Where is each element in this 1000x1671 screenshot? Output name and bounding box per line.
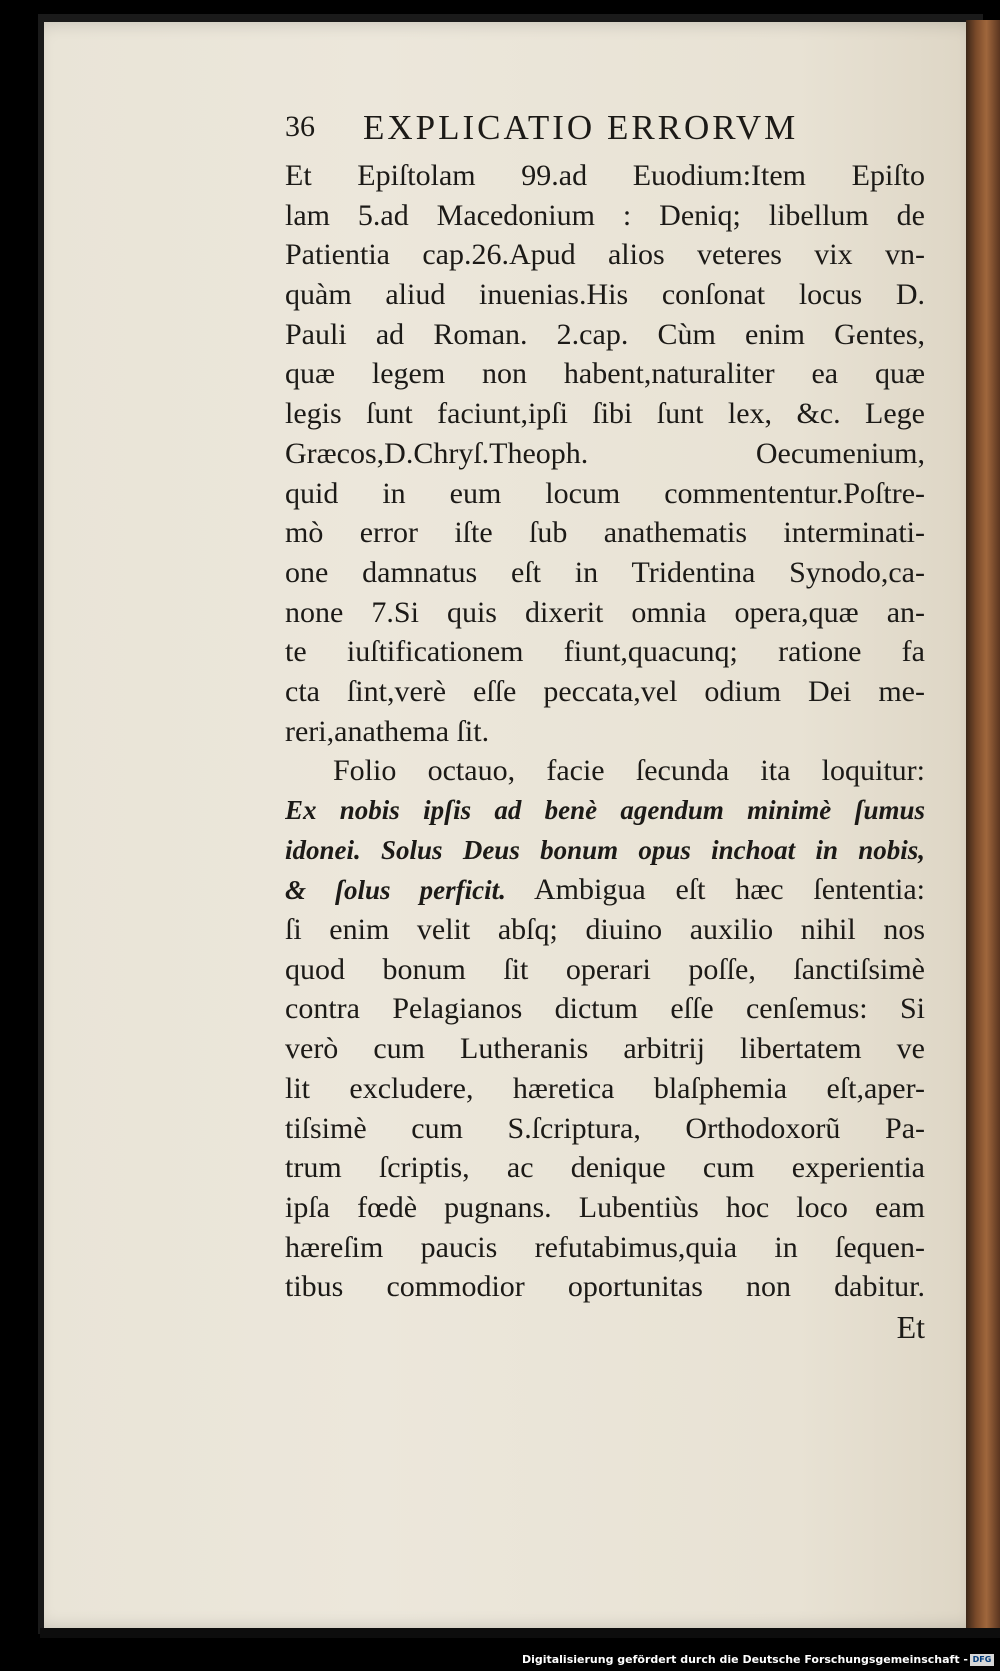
text-line: quæ legem non habent,naturaliter ea quæ bbox=[285, 357, 925, 391]
italic-quote-line: idonei. Solus Deus bonum opus inchoat in nobis, bbox=[285, 834, 925, 865]
text-line: mò error iſte ſub anathematis interminati- bbox=[285, 516, 925, 550]
page-number: 36 bbox=[285, 110, 315, 143]
text-line-continuation: Ambigua eſt hæc ſententia: bbox=[534, 873, 925, 907]
text-line bbox=[285, 870, 925, 910]
text-line: Pauli ad Roman. 2.cap. Cùm enim Gentes, bbox=[285, 317, 925, 351]
text-line: Græcos,D.Chryſ.Theoph. Oecumenium, bbox=[285, 436, 925, 470]
text-line: Et Epiſtolam 99.ad Euodium:Item Epiſto bbox=[285, 159, 925, 192]
text-line: quid in eum locum commententur.Poſtre- bbox=[285, 476, 925, 510]
text-line: ipſa fœdè pugnans. Lubentiùs hoc loco eam bbox=[285, 1190, 925, 1224]
dfg-logo-icon: DFG bbox=[970, 1654, 994, 1666]
italic-quote-end: & ſolus perficit. bbox=[285, 875, 506, 906]
text-line: quod bonum ſit operari poſſe, ſanctiſsimè bbox=[285, 952, 925, 986]
text-line: tiſsimè cum S.ſcriptura, Orthodoxorũ Pa- bbox=[285, 1111, 925, 1145]
text-line: tibus commodior oportunitas non dabitur. bbox=[285, 1270, 925, 1304]
text-line: te iuſtificationem fiunt,quacunq; ratione fa bbox=[285, 635, 925, 669]
book-edge bbox=[966, 20, 1000, 1632]
running-title: EXPLICATIO ERRORVM bbox=[363, 108, 799, 147]
text-line: lam 5.ad Macedonium : Deniq; libellum de bbox=[285, 198, 925, 232]
text-line: ſi enim velit abſq; diuino auxilio nihil nos bbox=[285, 913, 925, 947]
text-line: cta ſint,verè eſſe peccata,vel odium Dei me- bbox=[285, 674, 925, 708]
text-line: trum ſcriptis, ac denique cum experientia bbox=[285, 1151, 925, 1185]
text-line: legis ſunt faciunt,ipſi ſibi ſunt lex, &c. Lege bbox=[285, 397, 925, 431]
italic-quote-line: Ex nobis ipſis ad benè agendum minimè ſumus bbox=[285, 795, 925, 825]
catchword: Et bbox=[896, 1308, 925, 1345]
page-bottom-edge bbox=[40, 1628, 1000, 1638]
text-line: Folio octauo, facie ſecunda ita loquitur: bbox=[333, 754, 925, 788]
text-line: one damnatus eſt in Tridentina Synodo,ca- bbox=[285, 555, 925, 589]
text-line: none 7.Si quis dixerit omnia opera,quæ an- bbox=[285, 595, 925, 629]
digitization-credit: Digitalisierung gefördert durch die Deutsche Forschungsgemeinschaft - bbox=[521, 1653, 968, 1666]
page-text bbox=[285, 108, 925, 1347]
text-line: Patientia cap.26.Apud alios veteres vix vn- bbox=[285, 238, 925, 272]
text-line: lit excludere, hæretica blaſphemia eſt,aper- bbox=[285, 1071, 925, 1105]
running-head bbox=[285, 108, 925, 156]
text-line: hæreſim paucis refutabimus,quia in ſequen- bbox=[285, 1230, 925, 1264]
text-line: verò cum Lutheranis arbitrij libertatem ve bbox=[285, 1032, 925, 1066]
text-line: reri,anathema ſit. bbox=[285, 714, 490, 748]
text-line: contra Pelagianos dictum eſſe cenſemus: Si bbox=[285, 992, 925, 1026]
text-line: quàm aliud inuenias.His conſonat locus D. bbox=[285, 278, 925, 312]
